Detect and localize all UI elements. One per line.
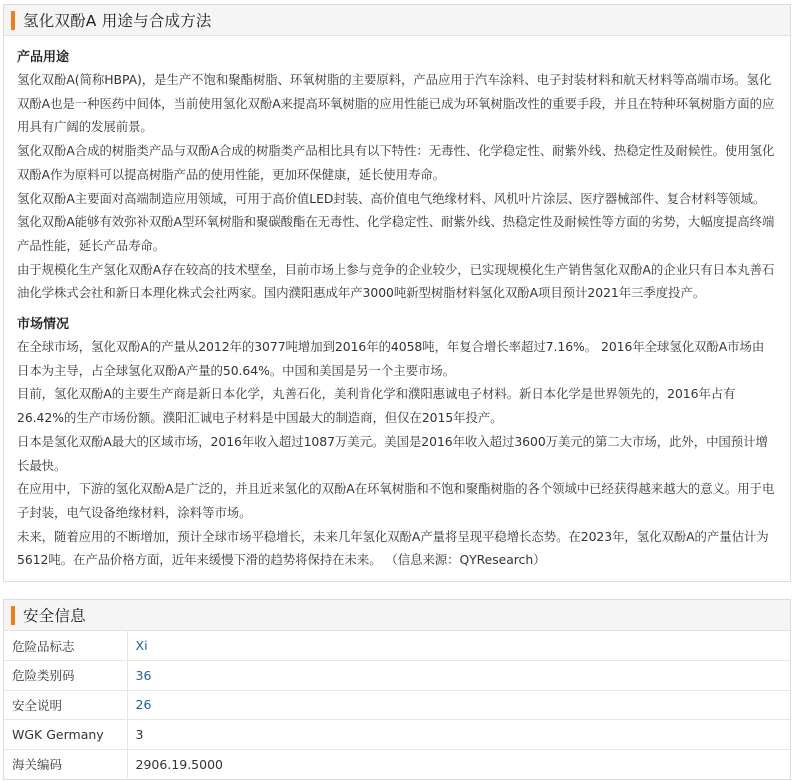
safety-panel-header [4, 600, 790, 631]
accent-bar [11, 11, 15, 30]
market-paragraph: 日本是氢化双酚A最大的区域市场，2016年收入超过1087万美元。美国是2016年收入超过3600万美元的第二大市场，此外，中国预计增长最快。 [17, 433, 768, 473]
hazard-symbol-label: 危险品标志 [4, 631, 127, 661]
hazard-symbol-cell [127, 631, 790, 661]
accent-bar [11, 606, 15, 625]
safety-statement-link[interactable]: 26 [135, 697, 152, 713]
uses-paragraph: 氢化双酚A合成的树脂类产品与双酚A合成的树脂类产品相比具有以下特性：无毒性、化学稳定性、耐紫外线、热稳定性及耐候性。使用氢化双酚A作为原料可以提高树脂产品的使用性能，更加环保健康，延长使用寿命。 [17, 143, 775, 182]
uses-panel-title: 氢化双酚A 用途与合成方法 [23, 12, 212, 30]
wgk-germany-label: WGK Germany [4, 720, 127, 750]
hs-code-value: 2906.19.5000 [135, 756, 223, 772]
safety-panel-title: 安全信息 [23, 607, 86, 625]
safety-statement-label: 安全说明 [4, 690, 127, 720]
wgk-germany-value: 3 [127, 720, 790, 750]
risk-code-cell [127, 661, 790, 691]
section-heading-product-uses: 产品用途 [17, 50, 70, 65]
safety-table [4, 631, 790, 779]
uses-paragraph: 氢化双酚A(简称HBPA)，是生产不饱和聚酯树脂、环氧树脂的主要原料，产品应用于汽车涂料、电子封装材料和航天材料等高端市场。氢化双酚A也是一种医药中间体，当前使用氢化双酚A来提高环氧树脂的应用性能已成为环氧树脂改性的重要手段，并且在特种环氧树脂方面的应用具有广阔的发展前景。 [17, 72, 775, 135]
hazard-symbol-link[interactable]: Xi [135, 638, 148, 653]
market-paragraph: 在应用中，下游的氢化双酚A是广泛的，并且近来氢化的双酚A在环氧树脂和不饱和聚酯树脂的各个领域中已经获得越来越大的意义。用于电子封装，电气设备绝缘材料，涂料等市场。 [17, 481, 775, 520]
table-row [4, 690, 790, 720]
uses-paragraph: 氢化双酚A主要面对高端制造应用领域，可用于高价值LED封装、高价值电气绝缘材料、风机叶片涂层、医疗器械部件、复合材料等领域。氢化双酚A能够有效弥补双酚A型环氧树脂和聚碳酸酯在无毒性、化学稳定性、耐紫外线、热稳定性及耐候性等方面的劣势，大幅度提高终端产品性能，延长产品寿命。 [17, 190, 775, 253]
table-row [4, 749, 790, 779]
table-row [4, 720, 790, 750]
table-row [4, 631, 790, 661]
uses-paragraph: 由于规模化生产氢化双酚A存在较高的技术壁垒，目前市场上参与竞争的企业较少，已实现规模化生产销售氢化双酚A的企业只有日本丸善石油化学株式会社和新日本理化株式会社两家。国内濮阳惠成年产3000吨新型树脂材料氢化双酚A项目预计2021年三季度投产。 [17, 261, 775, 301]
risk-code-label: 危险类别码 [4, 661, 127, 691]
section-heading-market: 市场情况 [17, 317, 70, 333]
safety-statement-cell [127, 690, 790, 720]
market-paragraph: 在全球市场，氢化双酚A的产量从2012年的3077吨增加到2016年的4058吨，年复合增长率超过7.16%。 2016年全球氢化双酚A市场由日本为主导，占全球氢化双酚A产量的50.64%。中国和美国是另一个主要市场。 [17, 339, 765, 378]
uses-panel-body [4, 36, 790, 572]
uses-panel-header [4, 5, 790, 36]
risk-code-link[interactable]: 36 [135, 667, 152, 683]
uses-panel [3, 4, 791, 582]
market-paragraph: 未来，随着应用的不断增加，预计全球市场平稳增长，未来几年氢化双酚A产量将呈现平稳增长态势。在2023年，氢化双酚A的产量估计为5612吨。在产品价格方面，近年来缓慢下滑的趋势将保持在未来。 （信息来源：QYResearch） [17, 528, 769, 568]
safety-panel [3, 599, 791, 780]
market-paragraph: 目前，氢化双酚A的主要生产商是新日本化学，丸善石化，美利肯化学和濮阳惠诚电子材料。新日本化学是世界领先的，2016年占有26.42%的生产市场份额。濮阳汇诚电子材料是中国最大的制造商，但仅在2015年投产。 [17, 386, 736, 426]
hs-code-label: 海关编码 [4, 749, 127, 779]
table-row [4, 661, 790, 691]
